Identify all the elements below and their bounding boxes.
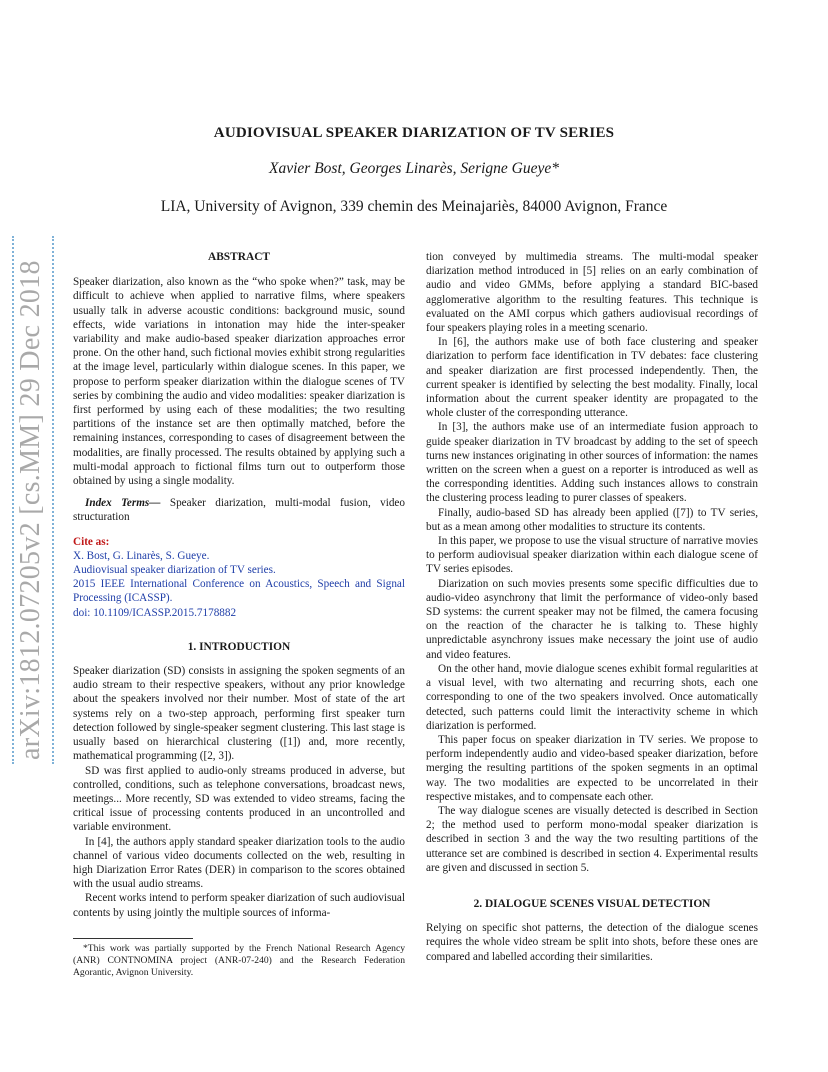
intro-paragraph-1: Speaker diarization (SD) consists in assigning the spoken segments of an audio stream to their respective speakers, without any prior knowledge about the speakers involved nor their number. Most of state of the art systems rely on a two-step approach, performing first speaker turn detection followed by single-speaker segment clustering. This last stage is usually based on hierarchical clustering ([1]) and, more recently, mathematical programming ([2, 3]). [73,665,405,763]
cite-doi-label: doi: [73,606,94,619]
intro-paragraph-2: SD was first applied to audio-only streams produced in adverse, but controlled, conditions, such as telephone conversations, broadcast news, meetings... More recently, SD was extended to video streams, facing the critical issue of processing contents produced in an uncontrolled and variable environment. [73,764,405,834]
intro-paragraph-6: In [6], the authors make use of both face clustering and speaker diarization to perform face identification in TV debates: face clustering and speaker diarization are first processed independently. Then, the current speaker is identified by selecting the best modality. Finally, local information about the current speaker identity are propagated to the whole cluster of the corresponding utterance. [426,336,758,420]
cite-as-label: Cite as: [73,535,110,548]
abstract-heading: ABSTRACT [207,251,271,263]
cite-paper[interactable]: Audiovisual speaker diarization of TV series. [73,564,276,577]
intro-paragraph-12: This paper focus on speaker diarization in TV series. We propose to perform independently audio and video-based speaker diarization, before merging the resulting partitions of the spoken segments in an optimal way. The two modalities are expected to be uncorrelated in their respective mistakes, and to compensate each other. [426,733,758,803]
intro-paragraph-4: Recent works intend to perform speaker diarization of such audiovisual contents by using jointly the multiple sources of informa- [73,892,405,919]
index-terms-label: Index Terms— [85,497,161,510]
intro-paragraph-8: Finally, audio-based SD has already been applied ([7]) to TV series, but as a mean among other modalities to structure its contents. [426,506,758,533]
footnote: *This work was partially supported by the French National Research Agency (ANR) CONTNOMINA project (ANR-07-240) and the Research Federation Agorantic, Avignon University. [73,942,405,978]
section-1-heading: 1. INTRODUCTION [187,640,291,653]
left-column [73,250,405,979]
intro-paragraph-11: On the other hand, movie dialogue scenes exhibit formal regularities at a visual level, with two alternating and recurring shots, each one corresponding to one of the two speakers involved. Once automatically detected, such patterns could limit the interactivity scheme in which diarization is performed. [426,662,758,732]
paper-authors: Xavier Bost, Georges Linarès, Serigne Gueye* [269,160,559,177]
paper-title: AUDIOVISUAL SPEAKER DIARIZATION OF TV SERIES [213,125,615,141]
arxiv-stamp: arXiv:1812.07205v2 [cs.MM] 29 Dec 2018 [15,260,46,760]
index-terms [73,496,405,524]
cite-venue[interactable]: 2015 IEEE International Conference on Acoustics, Speech and Signal Processing (ICASSP). [73,578,405,605]
section-2-paragraph-1: Relying on specific shot patterns, the detection of the dialogue scenes requires the whole video stream be split into shots, before these ones are compared and labelled according their similarities. [426,922,758,963]
paper-affiliation: LIA, University of Avignon, 339 chemin des Meinajariès, 84000 Avignon, France [160,198,668,215]
section-2-heading: 2. DIALOGUE SCENES VISUAL DETECTION [473,897,711,910]
intro-paragraph-10: Diarization on such movies presents some specific difficulties due to audio-video asynchrony that limit the performance of video-only based SD systems: the current speaker may not be filmed, the camera focusing on the reaction of the character he is talking to. These highly unpredictable asynchrony issues make necessary the joint use of audio and video features. [426,577,758,661]
index-terms-text: Speaker diarization, multi-modal fusion, video structuration [73,497,405,524]
abstract-text: Speaker diarization, also known as the “who spoke when?” task, may be difficult to achieve when applied to narrative films, where speakers usually talk in adverse acoustic conditions: background music, sound effects, wide variations in intonation may hide the inter-speaker variability and make audio-based speaker diarization approaches error prone. On the other hand, such fictional movies exhibit strong regularities at the image level, particularly within dialogue scenes. In this paper, we propose to perform speaker diarization within the dialogue scenes of TV series by combining the audio and video modalities: speaker diarization is first performed by using each of these modalities; the two resulting partitions of the instance set are then optimally matched, before the remaining instances, corresponding to cases of disagreement between the modalities, are finally processed. The results obtained by applying such a multi-modal approach to fictional films turn out to outperform those obtained by using a single modality. [73,276,405,488]
intro-paragraph-7: In [3], the authors make use of an intermediate fusion approach to guide speaker diarization in TV broadcast by adding to the set of speech turns new instances originating in other sources of information: the names written on the screen when a guest on a reporter is introduced as well as the corresponding identities. Adding such instances allows to constrain the clustering process leading to purer classes of speakers. [426,421,758,505]
footnote-rule [73,938,193,939]
cite-authors[interactable]: X. Bost, G. Linarès, S. Gueye. [73,549,210,562]
right-column [426,250,758,964]
intro-paragraph-3: In [4], the authors apply standard speaker diarization tools to the audio channel of various video documents collected on the web, resulting in high Diarization Error Rates (DER) in comparison to the scores obtained with the usual audio streams. [73,835,405,891]
intro-paragraph-5: tion conveyed by multimedia streams. The multi-modal speaker diarization method introduced in [5] relies on an early combination of audio and video GMMs, before applying a standard BIC-based agglomerative algorithm to the resulting features. This technique is evaluated on the AMI corpus which gathers audiovisual recordings of four speakers playing roles in a meeting scenario. [426,251,758,335]
intro-paragraph-13: The way dialogue scenes are visually detected is described in Section 2; the method used to perform mono-modal speaker diarization is described in section 3 and the way the two resulting partitions of the utterance set are combined is described in section 4. Experimental results are given and discussed in section 5. [426,804,758,874]
cite-doi [73,606,405,620]
intro-paragraph-9: In this paper, we propose to use the visual structure of narrative movies to perform audiovisual speaker diarization within each dialogue scene of TV series episodes. [426,535,758,576]
cite-doi-link[interactable]: 10.1109/ICASSP.2015.7178882 [93,606,237,619]
